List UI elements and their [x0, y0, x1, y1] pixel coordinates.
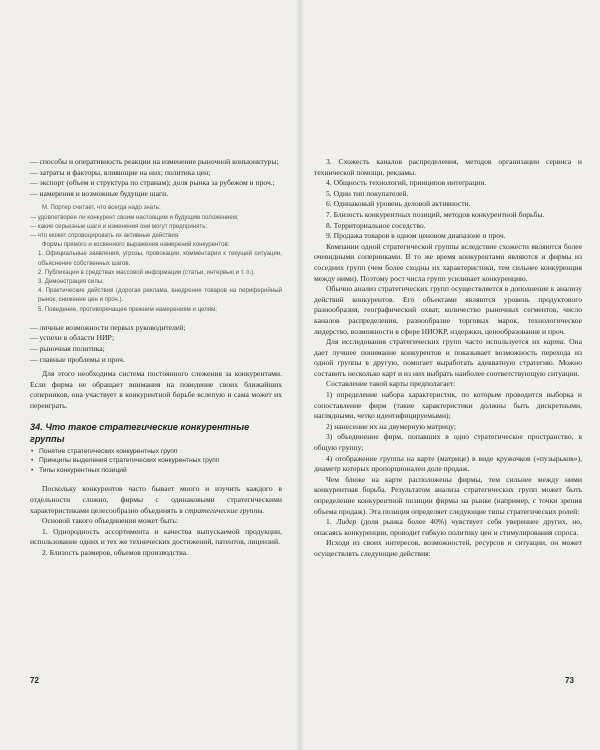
list-item: 1. Официальные заявления, угрозы, провокации, комментарии к текущей ситуации, объяснение собственных шагов. — [38, 250, 282, 267]
book-gutter — [296, 0, 304, 750]
section-bullets — [30, 447, 282, 476]
list-item: 1. Однородность ассортимента и качества выпускаемой продукции, использование одних и тех же технических достижений, патентов, лицензий. — [30, 526, 282, 547]
list-item: 2. Близость размеров, объемов производства. — [42, 547, 188, 557]
paragraph-analysis: Обычно анализ стратегических групп осуществляется в дополнение к анализу действий конкурентов. Его объектами являются уровень продуктового разнообразия, географический охват, количество рыночных сегментов, число каналов распределения, разнообразие торговых марок, технологическое лидерство, возможности в сфере НИОКР, издержки, ценообразование и проч. — [314, 284, 582, 336]
leader-number: 1. — [326, 517, 337, 527]
list-item: 3) объединение фирм, попавших в одно стратегическое пространство, в общую группу; — [314, 432, 582, 453]
list-item: — главные проблемы и проч. — [30, 354, 125, 364]
paragraph-map-steps-intro: Составление такой карты предполагает: — [326, 379, 456, 389]
list-item: 5. Один тип покупателей. — [326, 188, 409, 198]
list-item: • Принципы выделения стратегических конкурентных групп — [30, 456, 282, 466]
porter-note — [30, 203, 282, 313]
paragraph-groups-text: Поскольку конкурентов часто бывает много и изучить каждого в отдельности сложно, фирмы с одинаковыми стратегическими характеристиками целесообразно объединять в — [30, 484, 282, 515]
paragraph-map — [314, 337, 582, 379]
competitor-factors-list — [30, 157, 282, 199]
left-column — [30, 157, 282, 559]
page-number-left: 72 — [30, 676, 39, 685]
list-item: 1) определение набора характеристик, по которым проводится выборка и сопоставление фирм (такие характеристики должны быть дискретными, наглядными, четко идентифицируемыми); — [314, 390, 582, 421]
paragraph-map-term: карта — [543, 337, 564, 347]
list-item: — удовлетворен ли конкурент своим настоящим и будущим положением; — [30, 213, 239, 221]
paragraph-map-text: Для исследования стратегических групп часто используется их — [326, 337, 544, 347]
list-item: — успехи в области НИР; — [30, 333, 115, 343]
list-item: — способы и оперативность реакции на изменение рыночной конъюнктуры; — [30, 157, 279, 166]
list-item: 2. Публикации в средствах массовой информации (статьи, интервью и т. п.). — [38, 268, 255, 276]
section-title: 34. Что такое стратегические конкурентные группы — [30, 421, 250, 444]
list-item: — экспорт (объем и структура по странам); доля рынка за рубежом и проч.; — [30, 178, 275, 188]
right-column — [314, 157, 582, 560]
porter-intro: М. Портер считает, что всегда надо знать: — [42, 204, 161, 212]
list-item: 3. Демонстрация силы. — [38, 278, 104, 285]
paragraph-rivals: Компании одной стратегической группы вследствие схожести являются более очевидными соперниками. В то же время конкурентами являются и фирмы из соседних групп (чем более сходны их характеристики, тем сильнее конкуренция между ними). Поэтому рост числа групп усиливает конкуренцию. — [314, 241, 582, 283]
list-item: • Понятие стратегических конкурентных групп — [30, 447, 282, 457]
list-item: 4. Практические действия (дорогая реклама, внедрение товаров на периферийный рынок, снижение цен и проч.). — [38, 287, 282, 304]
leader-factors-list — [30, 323, 282, 365]
list-item: 3. Схожесть каналов распределения, методов организации сервиса и технической помощи, рекламы. — [314, 157, 582, 177]
list-item: 4. Общность технологий, принципов интеграции. — [326, 178, 487, 188]
list-item: 9. Продажа товаров в одном ценовом диапазоне и проч. — [326, 231, 506, 241]
paragraph-monitoring: Для этого необходима система постоянного слежения за конкурентами. Если фирма не обращает внимания на поведение своих ближайших соперников, она участвует в конкурентной борьбе вслепую и сама может их переиграть. — [30, 369, 282, 410]
list-item: — личные возможности первых руководителей; — [30, 322, 186, 332]
paragraph-leader — [314, 517, 582, 538]
paragraph-roles: Чем ближе на карте расположены фирмы, тем сильнее между ними конкурентная борьба. Результатом анализа стратегических групп может быть определение конкурентной позиции фирмы на рынке (например, с точки зрения объема продаж). Эта позиция определяет следующие типы стратегических ролей: — [314, 474, 582, 516]
list-item: 5. Поведение, противоречащее прежним намерениям и целям; — [38, 305, 217, 313]
paragraph-actions: Исходя из своих интересов, возможностей, ресурсов и ситуации, он может осуществлять следующие действия: — [314, 538, 582, 558]
leader-text: (доля рынка более 40%) чувствует себя увереннее других, но, опасаясь конкуренции, проводит гибкую политику цен и стимулирования спроса. — [314, 517, 582, 537]
list-item: — затраты и факторы, влияющие на них; политика цен; — [30, 167, 211, 177]
list-item: 8. Территориальное соседство. — [326, 220, 426, 230]
leader-term: Лидер — [336, 517, 357, 527]
page-number-right: 73 — [565, 676, 574, 685]
forms-intro: Формы прямого и косвенного выражения намерений конкурентов: — [42, 241, 230, 249]
list-item: • Типы конкурентных позиций — [30, 466, 282, 476]
right-page — [300, 0, 600, 750]
list-item: — какие серьезные шаги и изменения они могут предпринять; — [30, 222, 208, 230]
paragraph-groups-term: стратегические группы. — [184, 505, 265, 515]
paragraph-groups — [30, 484, 282, 516]
paragraph-map-text-2: . Она дает лучшее понимание конкурентов и показывает возможность перехода из одной группы в другую, помогает выработать адекватную стратегию. Можно составить несколько карт и из них выбрать наиболее соответствующую ситуации. — [314, 337, 582, 378]
list-item: 7. Близость конкурентных позиций, методов конкурентной борьбы. — [326, 209, 545, 219]
list-item: 4) отображение группы на карте (матрице) в виде кружочков («пузырьков»), диаметр которых пропорционален доле продаж. — [314, 453, 582, 474]
list-item: — что может спровоцировать их активные действия. — [30, 231, 180, 239]
list-item: 2) нанесение их на двумерную матрицу; — [326, 421, 456, 431]
list-item: — намерения и возможные будущие шаги. — [30, 188, 169, 198]
paragraph-basis: Основой такого объединения может быть: — [42, 516, 179, 526]
list-item: — рыночная политика; — [30, 344, 105, 353]
list-item: 6. Одинаковый уровень деловой активности. — [326, 199, 471, 209]
